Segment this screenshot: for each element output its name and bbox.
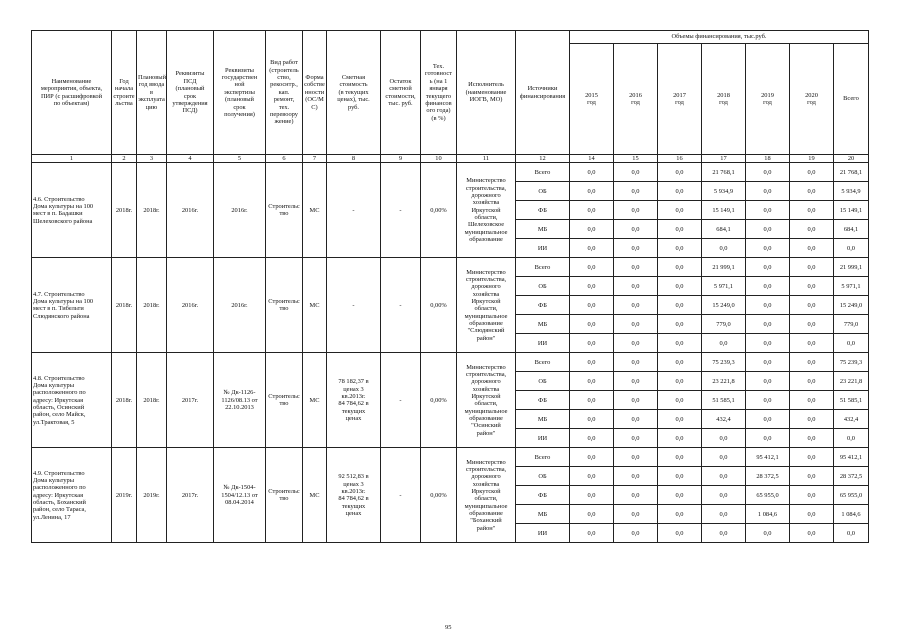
amount-2018: 5 971,1 [702,277,746,296]
amount-2020: 0,0 [790,201,834,220]
expertise-details: № Дк-1126- 1126/08.13 от 22.10.2013 [214,353,266,448]
amount-2015: 0,0 [570,296,614,315]
amount-2020: 0,0 [790,277,834,296]
amount-2020: 0,0 [790,372,834,391]
psd-details: 2017г. [167,448,214,543]
amount-2019: 0,0 [746,239,790,258]
amount-2016: 0,0 [614,429,658,448]
amount-2017: 0,0 [658,277,702,296]
amount-2017: 0,0 [658,372,702,391]
object-name: 4.9. Строительство Дома культуры расположенного по адресу: Иркутская область, Боханский район, село Тараса, ул.Ленина, 17 [32,448,112,543]
expertise-details: 2016г. [214,258,266,353]
table-row [32,258,869,277]
funding-source-ii: ИИ [516,429,570,448]
amount-2019: 95 412,1 [746,448,790,467]
column-number: 14 [570,155,614,163]
column-number: 11 [457,155,516,163]
column-number: 8 [327,155,381,163]
funding-source-mb: МБ [516,505,570,524]
work-type: Строительс тво [266,448,303,543]
table-row [32,448,869,467]
funding-source-ob: ОБ [516,372,570,391]
amount-2020: 0,0 [790,486,834,505]
ownership: МС [303,258,327,353]
remaining-cost: - [381,258,421,353]
amount-total: 0,0 [834,429,869,448]
header-ownership: Форма собстве нности (ОС/М С) [303,31,327,155]
amount-total: 5 971,1 [834,277,869,296]
amount-2016: 0,0 [614,524,658,543]
header-remaining-cost: Остаток сметной стоимости, тыс. руб. [381,31,421,155]
ownership: МС [303,163,327,258]
amount-2016: 0,0 [614,372,658,391]
amount-total: 432,4 [834,410,869,429]
funding-source-total: Всего [516,163,570,182]
column-number: 5 [214,155,266,163]
amount-2016: 0,0 [614,163,658,182]
readiness: 0,00% [421,353,457,448]
amount-2018: 0,0 [702,239,746,258]
funding-source-total: Всего [516,353,570,372]
header-commission-year: Плановый год ввода в эксплуата цию [137,31,167,155]
amount-2015: 0,0 [570,201,614,220]
amount-2019: 0,0 [746,315,790,334]
amount-2020: 0,0 [790,182,834,201]
amount-2017: 0,0 [658,524,702,543]
funding-source-total: Всего [516,258,570,277]
header-name: Наименование мероприятия, объекта, ПИР (с расшифровкой по объектам) [32,31,112,155]
amount-2016: 0,0 [614,201,658,220]
column-number: 4 [167,155,214,163]
start-year: 2018г. [112,163,137,258]
amount-2020: 0,0 [790,220,834,239]
amount-2017: 0,0 [658,334,702,353]
object-name: 4.8. Строительство Дома культуры расположенного по адресу: Иркутская область, Осинский район, село Майск, ул.Трактовая, 5 [32,353,112,448]
page-number: 95 [445,624,452,631]
amount-total: 0,0 [834,334,869,353]
amount-2017: 0,0 [658,296,702,315]
amount-2019: 65 955,0 [746,486,790,505]
amount-2018: 0,0 [702,524,746,543]
ownership: МС [303,353,327,448]
amount-2017: 0,0 [658,448,702,467]
amount-total: 684,1 [834,220,869,239]
amount-2015: 0,0 [570,353,614,372]
amount-2016: 0,0 [614,315,658,334]
amount-2016: 0,0 [614,277,658,296]
amount-total: 15 149,1 [834,201,869,220]
amount-total: 21 999,1 [834,258,869,277]
amount-2016: 0,0 [614,505,658,524]
amount-2020: 0,0 [790,467,834,486]
amount-2018: 51 585,1 [702,391,746,410]
table-header [32,31,869,163]
amount-total: 75 239,3 [834,353,869,372]
column-number: 10 [421,155,457,163]
object-name: 4.6. Строительство Дома культуры на 100 мест в п. Бадашки Шелеховского района [32,163,112,258]
estimated-cost: - [327,258,381,353]
funding-source-mb: МБ [516,220,570,239]
table-row [32,353,869,372]
header-start-year: Год начала строите льства [112,31,137,155]
amount-2017: 0,0 [658,467,702,486]
amount-2017: 0,0 [658,410,702,429]
amount-2019: 0,0 [746,353,790,372]
funding-source-ii: ИИ [516,334,570,353]
amount-2016: 0,0 [614,486,658,505]
amount-2017: 0,0 [658,182,702,201]
start-year: 2019г. [112,448,137,543]
amount-2015: 0,0 [570,182,614,201]
amount-2015: 0,0 [570,163,614,182]
amount-2019: 0,0 [746,163,790,182]
start-year: 2018г. [112,258,137,353]
amount-2015: 0,0 [570,448,614,467]
amount-2015: 0,0 [570,391,614,410]
header-executor: Исполнитель (наименование ИОГВ, МО) [457,31,516,155]
amount-2017: 0,0 [658,258,702,277]
amount-2020: 0,0 [790,163,834,182]
amount-2015: 0,0 [570,220,614,239]
amount-total: 5 934,9 [834,182,869,201]
amount-2020: 0,0 [790,315,834,334]
column-number: 17 [702,155,746,163]
header-work-type: Вид работ (строитель ство, рекоснтр., кап. ремонт, тех. перевоору жение) [266,31,303,155]
funding-source-fb: ФБ [516,201,570,220]
amount-total: 15 249,0 [834,296,869,315]
amount-2020: 0,0 [790,410,834,429]
executor: Министерство строительства, дорожного хозяйства Иркутской области, муниципальное образование "Осинский район" [457,353,516,448]
column-number: 16 [658,155,702,163]
amount-2015: 0,0 [570,410,614,429]
amount-2018: 779,0 [702,315,746,334]
start-year: 2018г. [112,353,137,448]
column-number: 6 [266,155,303,163]
funding-source-ob: ОБ [516,277,570,296]
amount-2019: 1 084,6 [746,505,790,524]
amount-2015: 0,0 [570,372,614,391]
amount-2019: 0,0 [746,372,790,391]
amount-2018: 15 149,1 [702,201,746,220]
table-body [32,163,869,543]
amount-2015: 0,0 [570,524,614,543]
amount-2018: 21 768,1 [702,163,746,182]
amount-total: 779,0 [834,315,869,334]
amount-2016: 0,0 [614,296,658,315]
amount-2019: 0,0 [746,410,790,429]
funding-source-fb: ФБ [516,391,570,410]
header-readiness: Тех. готовност ь (на 1 января текущего финансов ого года) (в %) [421,31,457,155]
readiness: 0,00% [421,448,457,543]
amount-2017: 0,0 [658,353,702,372]
amount-total: 28 372,5 [834,467,869,486]
amount-2019: 28 372,5 [746,467,790,486]
column-number: 2 [112,155,137,163]
column-number: 12 [516,155,570,163]
expertise-details: № Дк-1504- 1504/12.13 от 08.04.2014 [214,448,266,543]
amount-total: 1 084,6 [834,505,869,524]
amount-2018: 23 221,8 [702,372,746,391]
amount-2018: 0,0 [702,334,746,353]
header-year-2017: 2017 год [658,44,702,155]
amount-2016: 0,0 [614,334,658,353]
header-year-2019: 2019 год [746,44,790,155]
amount-2015: 0,0 [570,429,614,448]
commission-year: 2018г. [137,353,167,448]
amount-2017: 0,0 [658,505,702,524]
header-funding-source: Источники финансирования [516,31,570,155]
amount-2019: 0,0 [746,524,790,543]
amount-2018: 21 999,1 [702,258,746,277]
financing-table [31,30,869,543]
amount-2019: 0,0 [746,429,790,448]
amount-2020: 0,0 [790,296,834,315]
header-year-2016: 2016 год [614,44,658,155]
amount-2017: 0,0 [658,163,702,182]
amount-2015: 0,0 [570,486,614,505]
amount-2018: 0,0 [702,505,746,524]
column-number: 1 [32,155,112,163]
funding-source-ii: ИИ [516,239,570,258]
amount-2016: 0,0 [614,410,658,429]
amount-total: 0,0 [834,239,869,258]
amount-2019: 0,0 [746,258,790,277]
amount-total: 0,0 [834,524,869,543]
amount-2015: 0,0 [570,277,614,296]
amount-2017: 0,0 [658,391,702,410]
remaining-cost: - [381,353,421,448]
ownership: МС [303,448,327,543]
psd-details: 2016г. [167,258,214,353]
work-type: Строительс тво [266,163,303,258]
header-expertise: Реквизиты государствен ной экспертизы (плановый срок получения) [214,31,266,155]
commission-year: 2018г. [137,258,167,353]
estimated-cost: 92 512,83 в ценах 3 кв.2013г. 84 784,62 в текущих ценах [327,448,381,543]
amount-2018: 75 239,3 [702,353,746,372]
amount-2019: 0,0 [746,296,790,315]
amount-2020: 0,0 [790,524,834,543]
amount-total: 21 768,1 [834,163,869,182]
amount-2016: 0,0 [614,353,658,372]
work-type: Строительс тво [266,258,303,353]
amount-2015: 0,0 [570,258,614,277]
header-year-2018: 2018 год [702,44,746,155]
funding-source-ob: ОБ [516,467,570,486]
executor: Министерство строительства, дорожного хозяйства Иркутской области, муниципальное образование "Боханский район" [457,448,516,543]
amount-2020: 0,0 [790,448,834,467]
amount-2017: 0,0 [658,429,702,448]
amount-2020: 0,0 [790,239,834,258]
funding-source-ii: ИИ [516,524,570,543]
header-volumes: Объемы финансирования, тыс.руб. [570,31,869,44]
amount-2016: 0,0 [614,467,658,486]
amount-2017: 0,0 [658,220,702,239]
amount-total: 95 412,1 [834,448,869,467]
amount-2015: 0,0 [570,467,614,486]
column-number: 18 [746,155,790,163]
amount-2017: 0,0 [658,486,702,505]
funding-source-fb: ФБ [516,296,570,315]
amount-2019: 0,0 [746,277,790,296]
estimated-cost: 78 182,37 в ценах 3 кв.2013г. 84 784,62 в текущих ценах [327,353,381,448]
amount-2016: 0,0 [614,182,658,201]
amount-2016: 0,0 [614,239,658,258]
readiness: 0,00% [421,258,457,353]
amount-2015: 0,0 [570,505,614,524]
amount-total: 51 585,1 [834,391,869,410]
amount-2019: 0,0 [746,391,790,410]
amount-2019: 0,0 [746,182,790,201]
amount-2020: 0,0 [790,353,834,372]
amount-2019: 0,0 [746,201,790,220]
funding-source-mb: МБ [516,410,570,429]
executor: Министерство строительства, дорожного хозяйства Иркутской области, муниципальное образование "Слюдянский район" [457,258,516,353]
amount-2016: 0,0 [614,258,658,277]
amount-2018: 0,0 [702,486,746,505]
column-number: 9 [381,155,421,163]
amount-2018: 432,4 [702,410,746,429]
funding-source-ob: ОБ [516,182,570,201]
amount-2018: 0,0 [702,429,746,448]
amount-2019: 0,0 [746,220,790,239]
column-number: 20 [834,155,869,163]
column-number: 7 [303,155,327,163]
amount-2016: 0,0 [614,391,658,410]
psd-details: 2017г. [167,353,214,448]
header-total: Всего [834,44,869,155]
commission-year: 2019г. [137,448,167,543]
object-name: 4.7. Строительство Дома культуры на 100 мест в п. Тибельти Слюдянского района [32,258,112,353]
amount-2018: 0,0 [702,467,746,486]
amount-total: 65 955,0 [834,486,869,505]
column-number: 15 [614,155,658,163]
column-numbers-row [32,155,869,163]
amount-total: 23 221,8 [834,372,869,391]
amount-2016: 0,0 [614,448,658,467]
funding-source-total: Всего [516,448,570,467]
estimated-cost: - [327,163,381,258]
work-type: Строительс тво [266,353,303,448]
header-year-2015: 2015 год [570,44,614,155]
amount-2019: 0,0 [746,334,790,353]
column-number: 3 [137,155,167,163]
amount-2020: 0,0 [790,429,834,448]
psd-details: 2016г. [167,163,214,258]
readiness: 0,00% [421,163,457,258]
amount-2017: 0,0 [658,315,702,334]
executor: Министерство строительства, дорожного хозяйства Иркутской области, Шелеховское муниципальное образование [457,163,516,258]
table-row [32,163,869,182]
amount-2020: 0,0 [790,391,834,410]
amount-2018: 15 249,0 [702,296,746,315]
amount-2015: 0,0 [570,239,614,258]
funding-source-mb: МБ [516,315,570,334]
header-year-2020: 2020 год [790,44,834,155]
funding-source-fb: ФБ [516,486,570,505]
column-number: 19 [790,155,834,163]
amount-2016: 0,0 [614,220,658,239]
amount-2015: 0,0 [570,334,614,353]
amount-2018: 684,1 [702,220,746,239]
remaining-cost: - [381,448,421,543]
amount-2018: 0,0 [702,448,746,467]
amount-2015: 0,0 [570,315,614,334]
header-estimated-cost: Сметная стоимость (в текущих ценах), тыс. руб. [327,31,381,155]
amount-2020: 0,0 [790,258,834,277]
amount-2020: 0,0 [790,505,834,524]
expertise-details: 2016г. [214,163,266,258]
amount-2017: 0,0 [658,239,702,258]
amount-2017: 0,0 [658,201,702,220]
remaining-cost: - [381,163,421,258]
commission-year: 2018г. [137,163,167,258]
amount-2018: 5 934,9 [702,182,746,201]
amount-2020: 0,0 [790,334,834,353]
header-psd: Реквизиты ПСД (плановый срок утверждения ПСД) [167,31,214,155]
